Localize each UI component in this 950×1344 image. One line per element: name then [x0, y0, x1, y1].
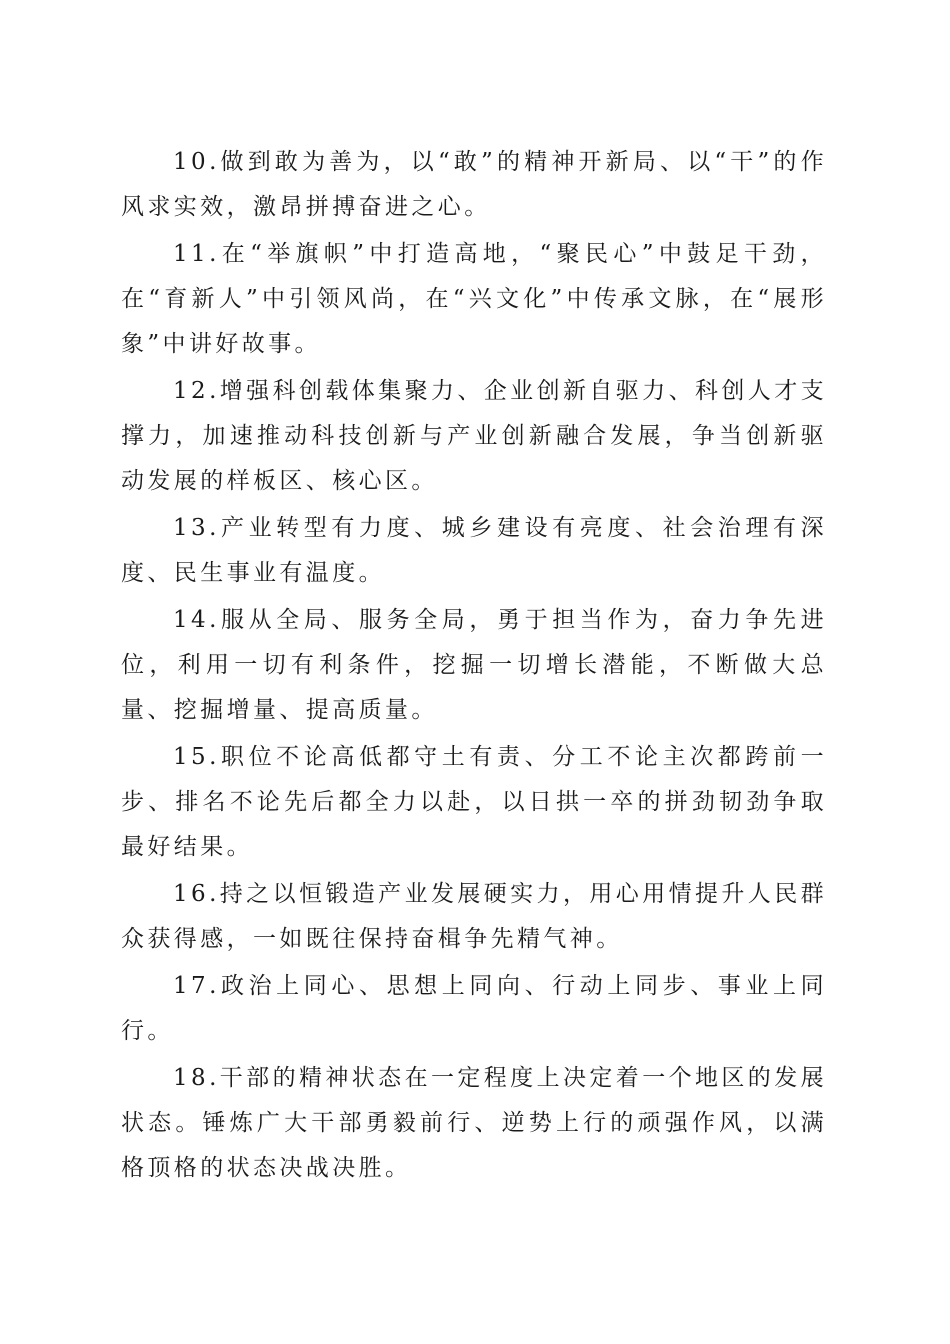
- paragraph-12: 12.增强科创载体集聚力、企业创新自驱力、科创人才支撑力，加速推动科技创新与产业创新融合发展，争当创新驱动发展的样板区、核心区。: [121, 378, 827, 494]
- document-body: [121, 140, 827, 1193]
- paragraph-11: 11.在“举旗帜”中打造高地，“聚民心”中鼓足干劲，在“育新人”中引领风尚，在“兴文化”中传承文脉，在“展形象”中讲好故事。: [121, 241, 827, 357]
- paragraph-10: 10.做到敢为善为，以“敢”的精神开新局、以“干”的作风求实效，激昂拼搏奋进之心。: [121, 149, 827, 220]
- paragraph-14: 14.服从全局、服务全局，勇于担当作为，奋力争先进位，利用一切有利条件，挖掘一切增长潜能，不断做大总量、挖掘增量、提高质量。: [121, 607, 827, 723]
- paragraph-18: 18.干部的精神状态在一定程度上决定着一个地区的发展状态。锤炼广大干部勇毅前行、逆势上行的顽强作风，以满格顶格的状态决战决胜。: [121, 1065, 827, 1181]
- paragraph-17: 17.政治上同心、思想上同向、行动上同步、事业上同行。: [121, 973, 827, 1044]
- paragraph-13: 13.产业转型有力度、城乡建设有亮度、社会治理有深度、民生事业有温度。: [121, 515, 827, 586]
- paragraph-15: 15.职位不论高低都守土有责、分工不论主次都跨前一步、排名不论先后都全力以赴，以日拱一卒的拼劲韧劲争取最好结果。: [121, 744, 827, 860]
- paragraph-16: 16.持之以恒锻造产业发展硬实力，用心用情提升人民群众获得感，一如既往保持奋楫争先精气神。: [121, 881, 827, 952]
